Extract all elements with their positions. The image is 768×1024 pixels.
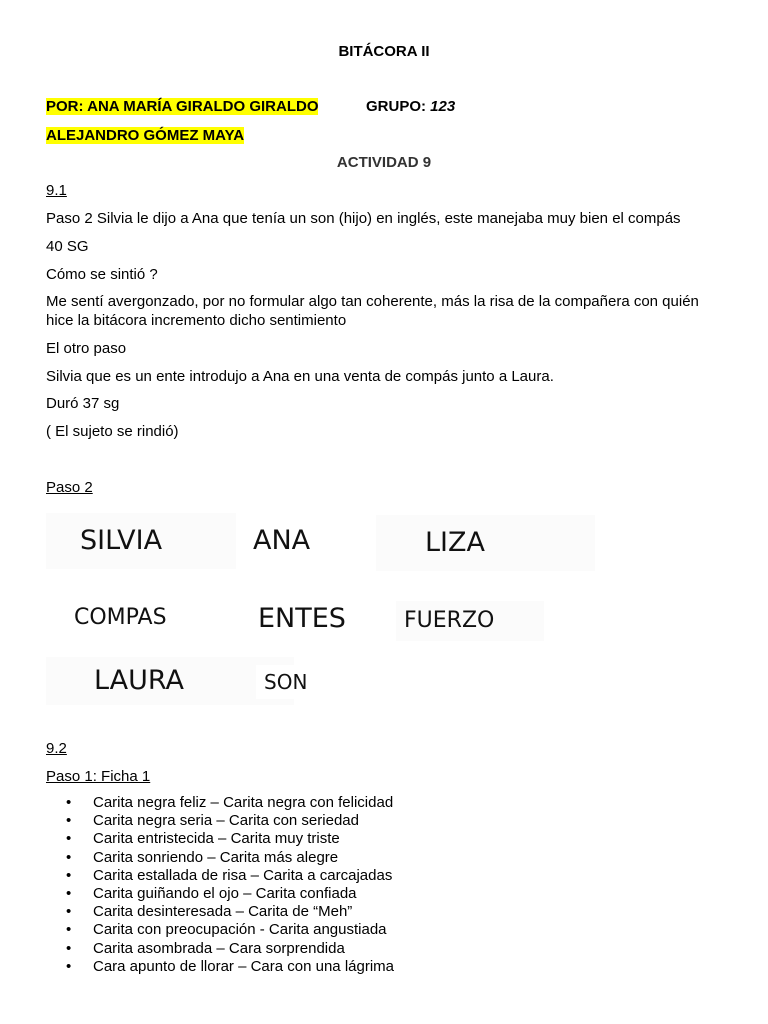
paso-2-label: Paso 2 <box>46 479 93 496</box>
grupo-line <box>366 98 455 116</box>
list-item: • Carita desinteresada – Carita de “Meh” <box>66 903 353 921</box>
author-line-1 <box>46 98 318 116</box>
emoji-description-list <box>46 794 394 976</box>
paragraph-line: 40 SG <box>46 238 89 255</box>
list-item: • Carita con preocupación - Carita angustiada <box>66 921 387 939</box>
bullet-icon: • <box>66 848 72 866</box>
bullet-icon: • <box>66 794 72 811</box>
section-9-1-heading: 9.1 <box>46 182 67 199</box>
word-entes: ENTES <box>236 595 398 643</box>
word-ana: ANA <box>236 513 383 569</box>
list-item: • Carita sonriendo – Carita más alegre <box>66 848 339 866</box>
word-laura: LAURA <box>46 657 294 705</box>
section-9-2-heading: 9.2 <box>46 740 67 757</box>
paragraph-line: Paso 2 Silvia le dijo a Ana que tenía un son (hijo) en inglés, este manejaba muy bien el compás <box>46 210 681 227</box>
bullet-icon: • <box>66 903 72 921</box>
paragraph-line: hice la bitácora incremento dicho sentimiento <box>46 312 347 329</box>
paragraph-line: Me sentí avergonzado, por no formular algo tan coherente, más la risa de la compañera con quién <box>46 293 699 310</box>
bullet-icon: • <box>66 830 72 848</box>
paragraph-line: Cómo se sintió ? <box>46 266 158 283</box>
bullet-icon: • <box>66 885 72 903</box>
author-highlight-1: POR: ANA MARÍA GIRALDO GIRALDO <box>46 98 319 115</box>
list-item: • Carita negra seria – Carita con seriedad <box>66 812 359 830</box>
word-compas: COMPAS <box>46 597 239 639</box>
bullet-icon: • <box>66 866 72 884</box>
list-item: • Carita negra feliz – Carita negra con felicidad <box>66 794 394 811</box>
author-highlight-2: ALEJANDRO GÓMEZ MAYA <box>46 127 245 144</box>
list-item: • Carita estallada de risa – Carita a carcajadas <box>66 866 393 884</box>
bullet-icon: • <box>66 939 72 957</box>
paragraph-line: ( El sujeto se rindió) <box>46 423 179 440</box>
document-title: BITÁCORA II <box>338 43 430 60</box>
word-image-area <box>46 505 546 705</box>
list-item: • Carita entristecida – Carita muy triste <box>66 830 340 848</box>
bullet-icon: • <box>66 921 72 939</box>
author-line-2 <box>46 127 244 145</box>
word-silvia: SILVIA <box>46 513 240 569</box>
word-fuerzo: FUERZO <box>396 601 544 641</box>
list-item: • Carita guiñando el ojo – Carita confiada <box>66 885 357 903</box>
activity-title: ACTIVIDAD 9 <box>336 154 432 171</box>
paragraph-line: El otro paso <box>46 340 127 357</box>
list-item: • Cara apunto de llorar – Cara con una lágrima <box>66 957 395 975</box>
list-item: • Carita asombrada – Cara sorprendida <box>66 939 345 957</box>
bullet-icon: • <box>66 812 72 830</box>
paragraph-line: Duró 37 sg <box>46 395 120 412</box>
grupo-value: 123 <box>430 98 456 115</box>
paso-1-ficha-label: Paso 1: Ficha 1 <box>46 768 151 785</box>
word-liza: LIZA <box>376 515 595 571</box>
word-son: SON <box>256 665 364 699</box>
bullet-icon: • <box>66 957 72 975</box>
grupo-label: GRUPO: <box>366 98 431 115</box>
paragraph-line: Silvia que es un ente introdujo a Ana en una venta de compás junto a Laura. <box>46 368 554 385</box>
